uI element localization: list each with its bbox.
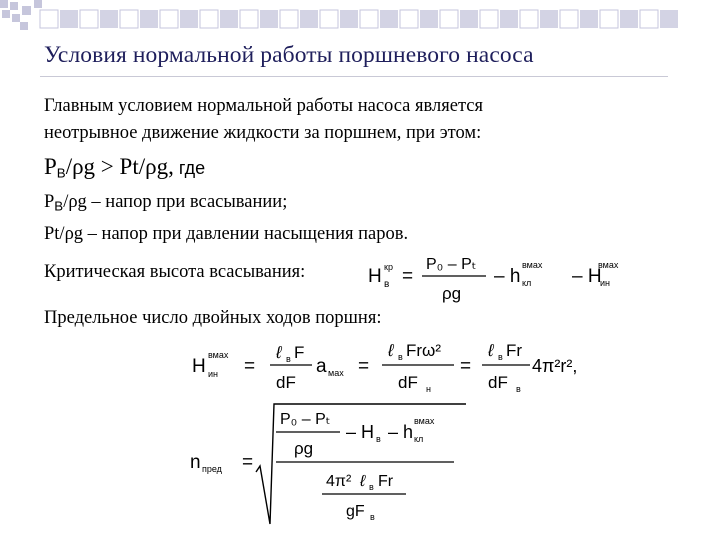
f2-n3-tail: Fr bbox=[506, 341, 523, 360]
f1-m2-sup: вмах bbox=[598, 260, 619, 270]
f3-eq: = bbox=[242, 452, 254, 473]
title-divider bbox=[40, 76, 668, 77]
def1-p: P bbox=[44, 192, 55, 212]
page-title: Условия нормальной работы поршневого насоса bbox=[44, 42, 534, 68]
f3-t1-sub: в bbox=[376, 434, 381, 444]
intro-line-1: Главным условием нормальной работы насоса является bbox=[44, 96, 483, 116]
f1-m1-sup: вмах bbox=[522, 260, 543, 270]
f3-t1: – H bbox=[346, 422, 375, 442]
limit-strokes-formula bbox=[186, 396, 476, 530]
f2-d2: dF bbox=[398, 373, 418, 392]
f2-d1: dF bbox=[276, 373, 296, 392]
f2-n2-tail: Frω² bbox=[406, 341, 441, 360]
f3-bn-sub: в bbox=[369, 482, 374, 492]
f2-n3: ℓ bbox=[488, 341, 494, 360]
f1-m1-sub: кл bbox=[522, 278, 532, 288]
f2-eq2: = bbox=[358, 356, 370, 377]
f1-H-sup: кр bbox=[384, 262, 393, 272]
f2-lhs-sup: вмах bbox=[208, 350, 229, 360]
f2-n1: ℓ bbox=[276, 343, 282, 362]
f3-bn-tail: Fr bbox=[378, 473, 394, 490]
def1-rest: /ρg – напор при всасывании; bbox=[63, 192, 288, 212]
limit-strokes-label: Предельное число двойных ходов поршня: bbox=[44, 308, 382, 328]
f2-d3-sub: в bbox=[516, 384, 521, 394]
condition-suffix: где bbox=[173, 158, 206, 178]
f3-bd-sub: в bbox=[370, 512, 375, 522]
f3-bn-l: ℓ bbox=[360, 473, 366, 490]
f3-bd: gF bbox=[346, 503, 365, 520]
f2-a: a bbox=[316, 356, 327, 377]
f3-num: P₀ – Pₜ bbox=[280, 411, 331, 428]
f2-n2-sub: в bbox=[398, 352, 403, 362]
inertia-head-formula bbox=[186, 334, 586, 400]
f2-n1-tail: F bbox=[294, 343, 305, 362]
f1-H-sub: в bbox=[384, 279, 390, 290]
f2-d2-sub: н bbox=[426, 384, 431, 394]
condition-p-sub: В bbox=[56, 165, 66, 181]
corner-squares bbox=[0, 0, 42, 30]
f1-m1: – h bbox=[494, 266, 521, 287]
condition-rest: /ρg > Pt/ρg, bbox=[65, 154, 174, 179]
f1-m2: – H bbox=[572, 266, 602, 287]
f2-lhs: H bbox=[192, 356, 206, 377]
f2-n2: ℓ bbox=[388, 341, 394, 360]
f1-num: P₀ – Pₜ bbox=[426, 256, 477, 273]
f2-n1-sub: в bbox=[286, 354, 291, 364]
f1-H: H bbox=[368, 266, 382, 287]
f3-n: n bbox=[190, 452, 201, 473]
f3-n-sub: пред bbox=[202, 464, 222, 474]
f3-t2-sub: кл bbox=[414, 434, 424, 444]
f3-t2-sup: вмах bbox=[414, 416, 435, 426]
f2-eq1: = bbox=[244, 356, 256, 377]
condition-p: P bbox=[44, 154, 57, 179]
def1-p-sub: В bbox=[54, 198, 64, 214]
f2-n3-sub: в bbox=[498, 352, 503, 362]
f2-tail: 4π²r², bbox=[532, 356, 578, 376]
f2-lhs-sub: ин bbox=[208, 369, 218, 379]
f1-m2-sub: ин bbox=[600, 278, 610, 288]
f1-eq: = bbox=[402, 266, 414, 287]
f3-bn: 4π² bbox=[326, 473, 352, 490]
f1-den: ρg bbox=[442, 284, 462, 303]
f3-den: ρg bbox=[294, 439, 314, 458]
definition-2: Pt/ρg – напор при давлении насыщения паров. bbox=[44, 224, 409, 244]
checker-strip bbox=[40, 10, 678, 28]
f3-t2: – h bbox=[388, 422, 414, 442]
f2-a-sub: мах bbox=[328, 368, 344, 378]
f2-d3: dF bbox=[488, 373, 508, 392]
f2-eq3: = bbox=[460, 356, 472, 377]
critical-height-formula bbox=[362, 244, 672, 308]
corner-decoration bbox=[0, 0, 720, 40]
condition-line bbox=[44, 154, 205, 180]
critical-height-label: Критическая высота всасывания: bbox=[44, 262, 306, 282]
definition-1 bbox=[44, 192, 287, 213]
intro-line-2: неотрывное движение жидкости за поршнем, при этом: bbox=[44, 123, 482, 143]
